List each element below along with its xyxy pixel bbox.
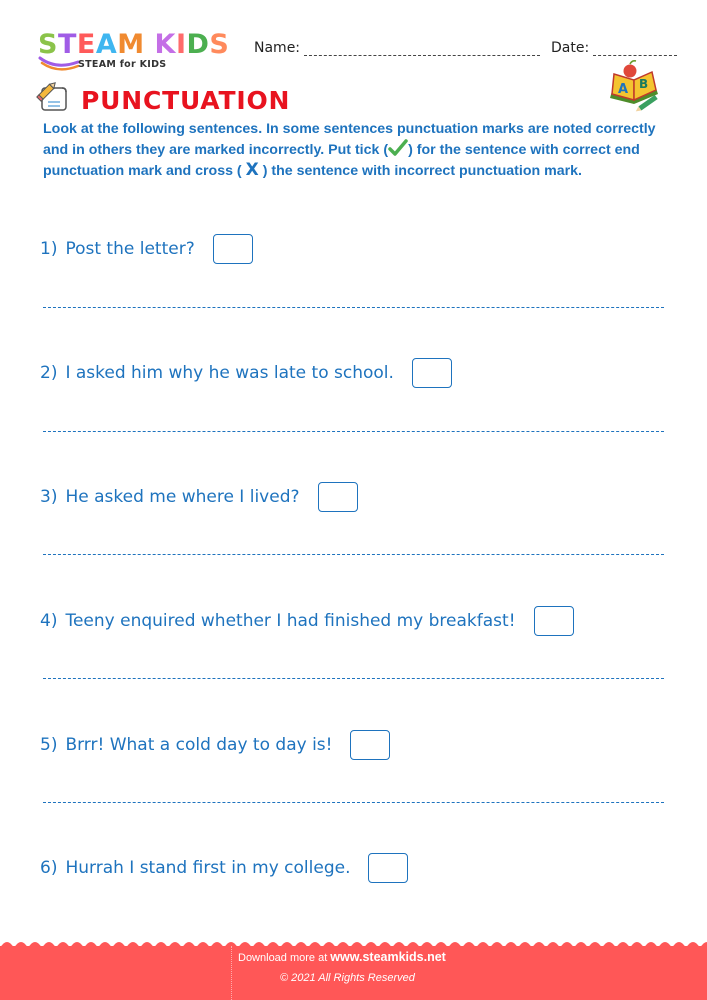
- date-field[interactable]: [551, 40, 677, 56]
- question-3: [40, 482, 358, 512]
- footer-divider: [231, 946, 232, 1000]
- instructions-text: [43, 119, 683, 181]
- question-text: Hurrah I stand first in my college.: [65, 858, 351, 878]
- name-label: Name:: [254, 40, 301, 56]
- logo-letter: D: [186, 29, 210, 60]
- instructions-part-3: ) the sentence with incorrect punctuation mark.: [262, 163, 582, 179]
- logo-letter: K: [154, 29, 176, 60]
- answer-box[interactable]: [368, 853, 408, 883]
- pencil-paper-icon: [36, 82, 72, 114]
- logo-letter: A: [95, 29, 118, 60]
- question-6: [40, 853, 408, 883]
- answer-line: [43, 802, 664, 803]
- instructions-part-2: ) for the sentence with correct end punctuation mark and cross (: [43, 142, 640, 179]
- question-1: [40, 234, 253, 264]
- question-number: 4): [40, 611, 58, 631]
- answer-line: [43, 307, 664, 308]
- question-number: 6): [40, 858, 58, 878]
- name-field[interactable]: [254, 40, 540, 56]
- logo-letter: S: [38, 29, 58, 60]
- steam-kids-logo: [38, 30, 238, 78]
- question-text: He asked me where I lived?: [65, 487, 300, 507]
- instructions-part-1: Look at the following sentences. In some sentences punctuation marks are noted correctly and in others they are marked incorrectly. Put tick (: [43, 121, 656, 158]
- logo-letter: I: [175, 29, 187, 60]
- question-text: Post the letter?: [65, 239, 195, 259]
- logo-subtitle: STEAM for KIDS: [78, 59, 167, 70]
- date-label: Date:: [551, 40, 590, 56]
- question-text: Teeny enquired whether I had finished my breakfast!: [65, 611, 516, 631]
- question-text: Brrr! What a cold day to day is!: [65, 735, 333, 755]
- logo-letter: S: [209, 29, 230, 60]
- footer-download-prefix: Download more at: [238, 952, 328, 964]
- answer-box[interactable]: [318, 482, 358, 512]
- svg-text:A: A: [618, 82, 629, 97]
- question-2: [40, 358, 452, 388]
- logo-letter: E: [76, 29, 96, 60]
- cross-icon: X: [245, 160, 259, 180]
- footer-copyright: © 2021 All Rights Reserved: [280, 972, 415, 984]
- question-number: 3): [40, 487, 58, 507]
- question-number: 2): [40, 363, 58, 383]
- answer-line: [43, 554, 664, 555]
- answer-box[interactable]: [350, 730, 390, 760]
- question-5: [40, 730, 390, 760]
- logo-letter: [145, 29, 155, 60]
- logo-letter: M: [117, 29, 145, 60]
- answer-box[interactable]: [534, 606, 574, 636]
- footer-website-link[interactable]: www.steamkids.net: [330, 950, 446, 964]
- ab-book-apple-icon: [606, 60, 662, 112]
- answer-line: [43, 678, 664, 679]
- question-number: 5): [40, 735, 58, 755]
- question-4: [40, 606, 574, 636]
- question-text: I asked him why he was late to school.: [65, 363, 394, 383]
- logo-swoosh-icon: [38, 54, 82, 74]
- date-line[interactable]: [593, 43, 677, 56]
- question-number: 1): [40, 239, 58, 259]
- svg-text:B: B: [639, 77, 649, 91]
- footer-download: [238, 950, 446, 964]
- answer-line: [43, 431, 664, 432]
- name-line[interactable]: [304, 43, 540, 56]
- logo-letter: T: [57, 29, 77, 60]
- answer-box[interactable]: [412, 358, 452, 388]
- worksheet-title: PUNCTUATION: [81, 86, 291, 115]
- tick-icon: [388, 139, 408, 157]
- answer-box[interactable]: [213, 234, 253, 264]
